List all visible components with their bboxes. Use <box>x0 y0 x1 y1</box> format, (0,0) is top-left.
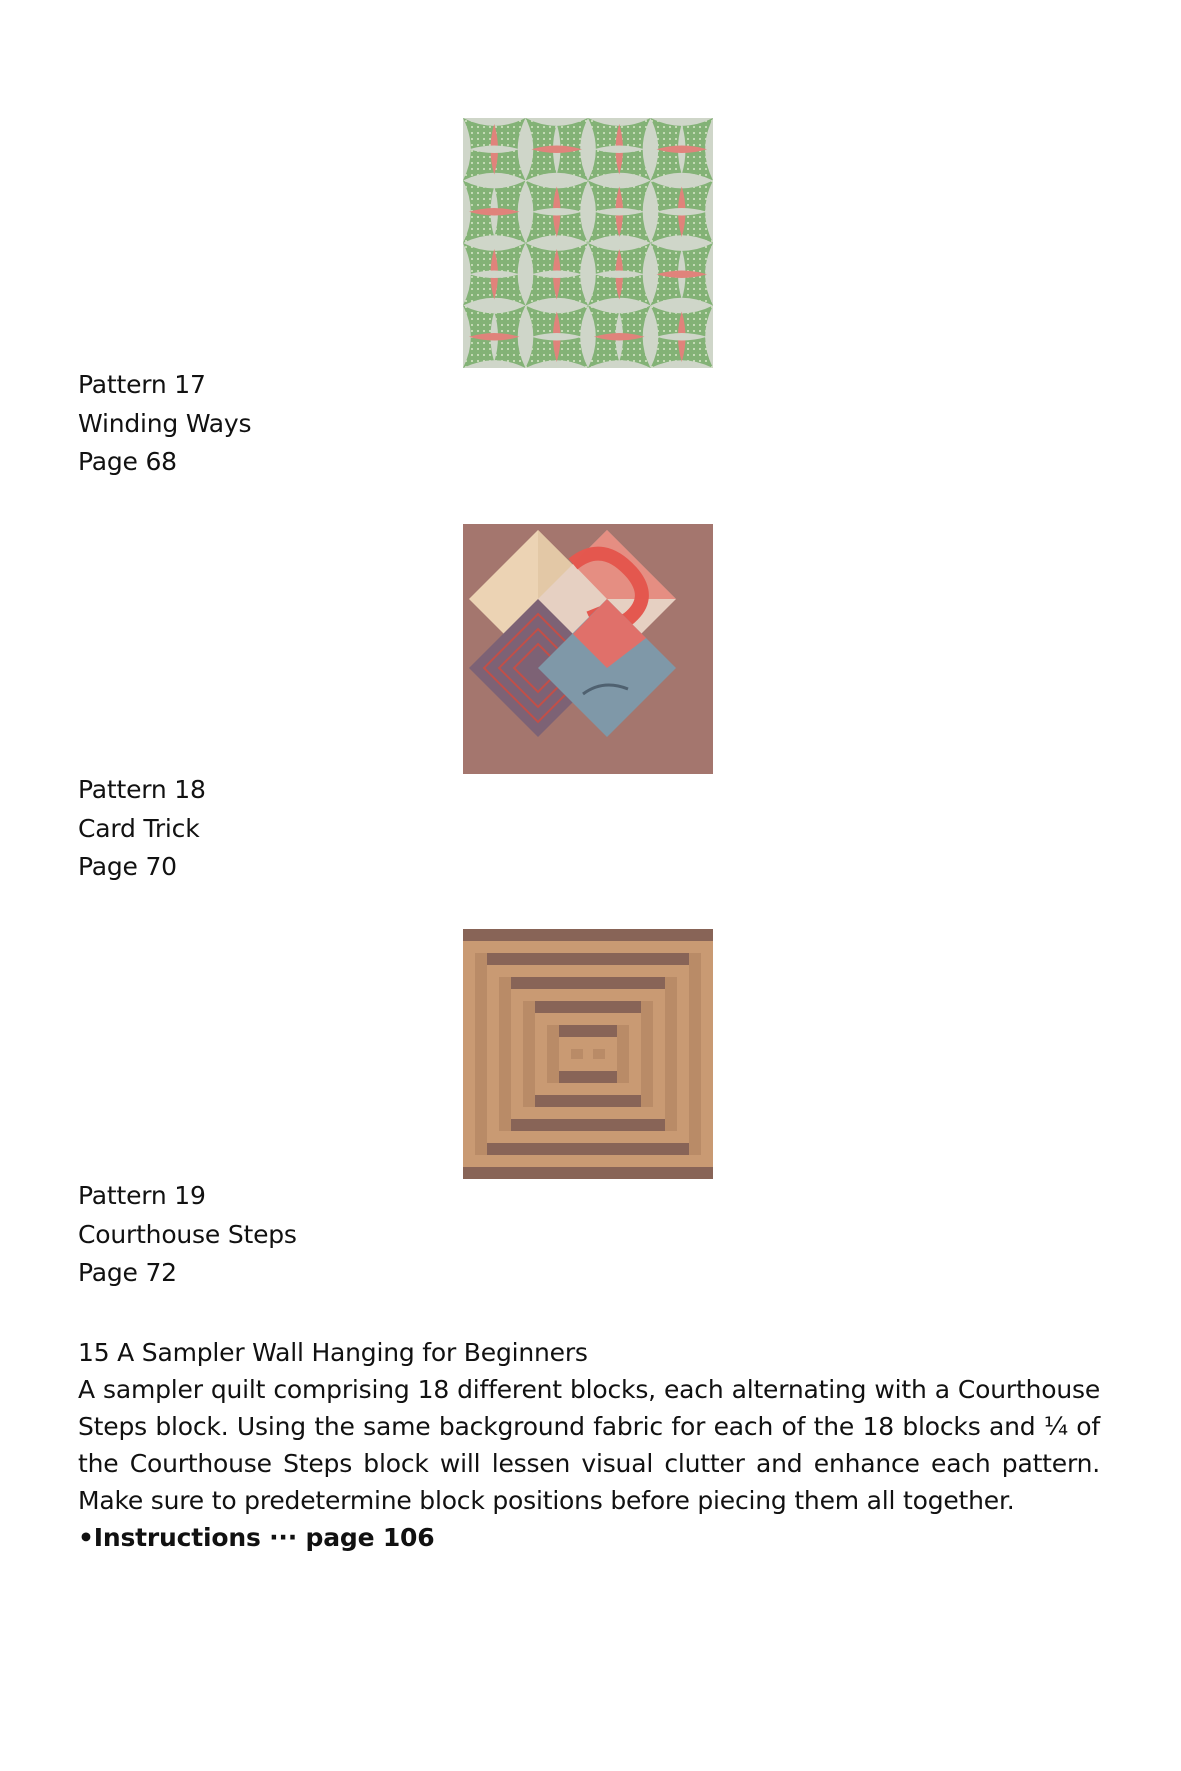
section-heading: 15 A Sampler Wall Hanging for Beginners <box>78 1338 588 1367</box>
pattern-number: Pattern 19 <box>78 1181 206 1210</box>
section-description: A sampler quilt comprising 18 different blocks, each alternating with a Courthouse Steps block. Using the same background fabric for each of the 18 blocks and ¼ of the Courthouse Steps block will lessen visual clutter and enhance each pattern. Make sure to predetermine block positions before piecing them all together. <box>78 1375 1100 1515</box>
pattern-name: Courthouse Steps <box>78 1219 297 1249</box>
pattern-page: Page 68 <box>78 447 177 476</box>
pattern-name: Card Trick <box>78 813 200 843</box>
pattern-page: Page 70 <box>78 852 177 881</box>
pattern-name: Winding Ways <box>78 408 252 438</box>
pattern-page: Page 72 <box>78 1258 177 1287</box>
pattern-18-caption <box>78 771 206 887</box>
card-trick-graphic <box>463 524 713 774</box>
pattern-number: Pattern 18 <box>78 775 206 804</box>
winding-ways-quilt-block-image <box>463 118 713 368</box>
pattern-number: Pattern 17 <box>78 370 206 399</box>
pattern-19-caption <box>78 1177 297 1293</box>
sampler-section <box>78 1334 1100 1556</box>
courthouse-steps-graphic <box>463 929 713 1179</box>
pattern-17-caption <box>78 366 251 482</box>
winding-ways-graphic <box>463 118 713 368</box>
instructions-link: •Instructions ··· page 106 <box>78 1523 435 1552</box>
courthouse-steps-quilt-block-image <box>463 929 713 1179</box>
card-trick-quilt-block-image <box>463 524 713 774</box>
